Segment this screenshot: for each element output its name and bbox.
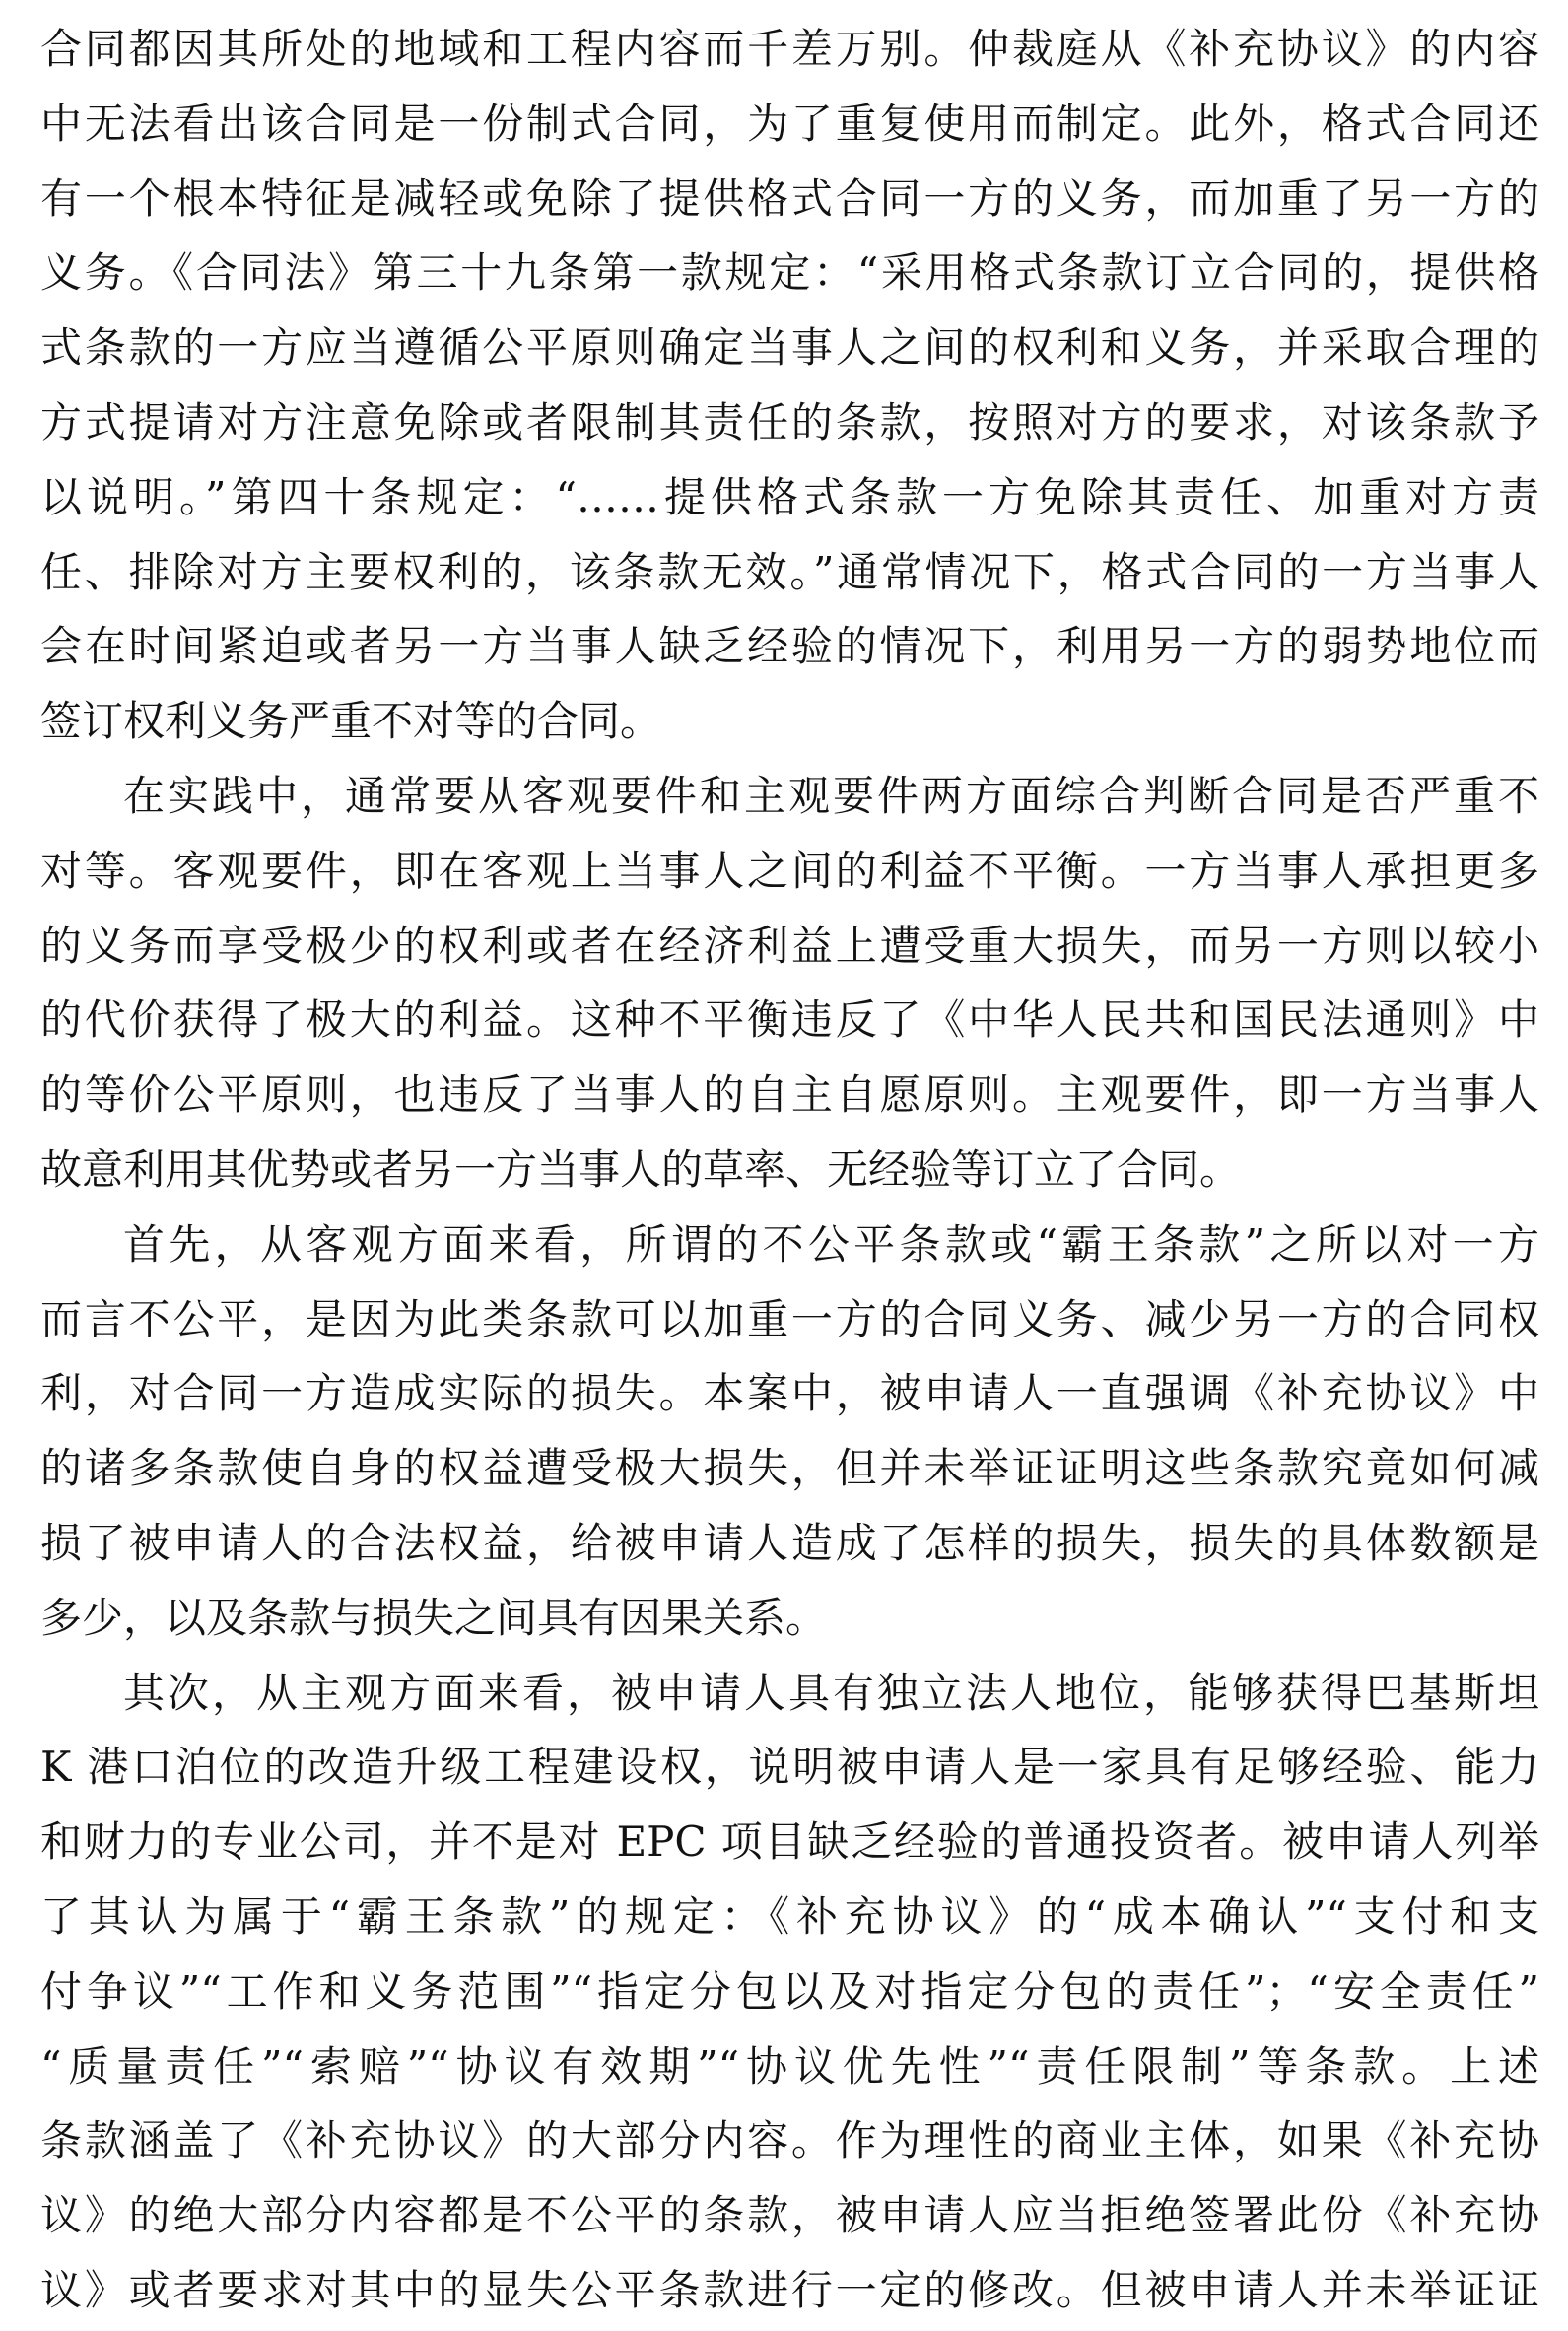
text-line: 而言不公平，是因为此类条款可以加重一方的合同义务、减少另一方的合同权: [40, 1294, 1539, 1343]
text-line: 了其认为属于“霸王条款”的规定：《补充协议》的“成本确认”“支付和支: [40, 1891, 1539, 1941]
text-line: 对等。客观要件，即在客观上当事人之间的利益不平衡。一方当事人承担更多: [40, 846, 1539, 895]
text-line: 议》的绝大部分内容都是不公平的条款，被申请人应当拒绝签署此份《补充协: [40, 2191, 1539, 2240]
text-line: 在实践中，通常要从客观要件和主观要件两方面综合判断合同是否严重不: [123, 771, 1539, 820]
text-line: 签订权利义务严重不对等的合同。: [40, 697, 662, 746]
text-line: 方式提请对方注意免除或者限制其责任的条款，按照对方的要求，对该条款予: [40, 397, 1539, 446]
text-line: 首先，从客观方面来看，所谓的不公平条款或“霸王条款”之所以对一方: [123, 1219, 1539, 1268]
text-line: 其次，从主观方面来看，被申请人具有独立法人地位，能够获得巴基斯坦: [123, 1668, 1539, 1717]
paragraph: [40, 1207, 1539, 1656]
text-line: 义务。《合同法》第三十九条第一款规定：“采用格式条款订立合同的，提供格: [40, 248, 1539, 298]
text-line: 的等价公平原则，也违反了当事人的自主自愿原则。主观要件，即一方当事人: [40, 1070, 1539, 1120]
text-line: 的诸多条款使自身的权益遭受极大损失，但并未举证证明这些条款究竟如何减: [40, 1444, 1539, 1493]
paragraph: [40, 759, 1539, 1207]
text-line: 合同都因其所处的地域和工程内容而千差万别。仲裁庭从《补充协议》的内容: [40, 25, 1539, 73]
text-line: 会在时间紧迫或者另一方当事人缺乏经验的情况下，利用另一方的弱势地位而: [40, 622, 1539, 671]
text-line: 多少，以及条款与损失之间具有因果关系。: [40, 1593, 828, 1642]
text-line: 议》或者要求对其中的显失公平条款进行一定的修改。但被申请人并未举证证: [40, 2265, 1539, 2314]
text-line: “质量责任”“索赔”“协议有效期”“协议优先性”“责任限制”等条款。上述: [40, 2041, 1539, 2091]
text-line: 利，对合同一方造成实际的损失。本案中，被申请人一直强调《补充协议》中: [40, 1369, 1539, 1418]
text-line: 以说明。”第四十条规定：“……提供格式条款一方免除其责任、加重对方责: [40, 472, 1539, 521]
text-line: 和财力的专业公司，并不是对 EPC 项目缺乏经验的普通投资者。被申请人列举: [40, 1817, 1539, 1867]
text-line: 故意利用其优势或者另一方当事人的草率、无经验等订立了合同。: [40, 1144, 1242, 1194]
text-line: 式条款的一方应当遵循公平原则确定当事人之间的权利和义务，并采取合理的: [40, 323, 1539, 373]
document-page: [40, 12, 1539, 2328]
paragraph: [40, 1656, 1539, 2328]
text-line: 中无法看出该合同是一份制式合同，为了重复使用而制定。此外，格式合同还: [40, 99, 1539, 148]
text-line: K 港口泊位的改造升级工程建设权，说明被申请人是一家具有足够经验、能力: [40, 1743, 1539, 1792]
text-line: 付争议”“工作和义务范围”“指定分包以及对指定分包的责任”；“安全责任”: [40, 1966, 1539, 2016]
paragraph: [40, 12, 1539, 759]
text-line: 有一个根本特征是减轻或免除了提供格式合同一方的义务，而加重了另一方的: [40, 173, 1539, 223]
text-line: 任、排除对方主要权利的，该条款无效。”通常情况下，格式合同的一方当事人: [40, 547, 1539, 596]
text-line: 条款涵盖了《补充协议》的大部分内容。作为理性的商业主体，如果《补充协: [40, 2116, 1539, 2165]
text-line: 损了被申请人的合法权益，给被申请人造成了怎样的损失，损失的具体数额是: [40, 1518, 1539, 1567]
text-line: 的代价获得了极大的利益。这种不平衡违反了《中华人民共和国民法通则》中: [40, 995, 1539, 1045]
text-line: 的义务而享受极少的权利或者在经济利益上遭受重大损失，而另一方则以较小: [40, 921, 1539, 970]
